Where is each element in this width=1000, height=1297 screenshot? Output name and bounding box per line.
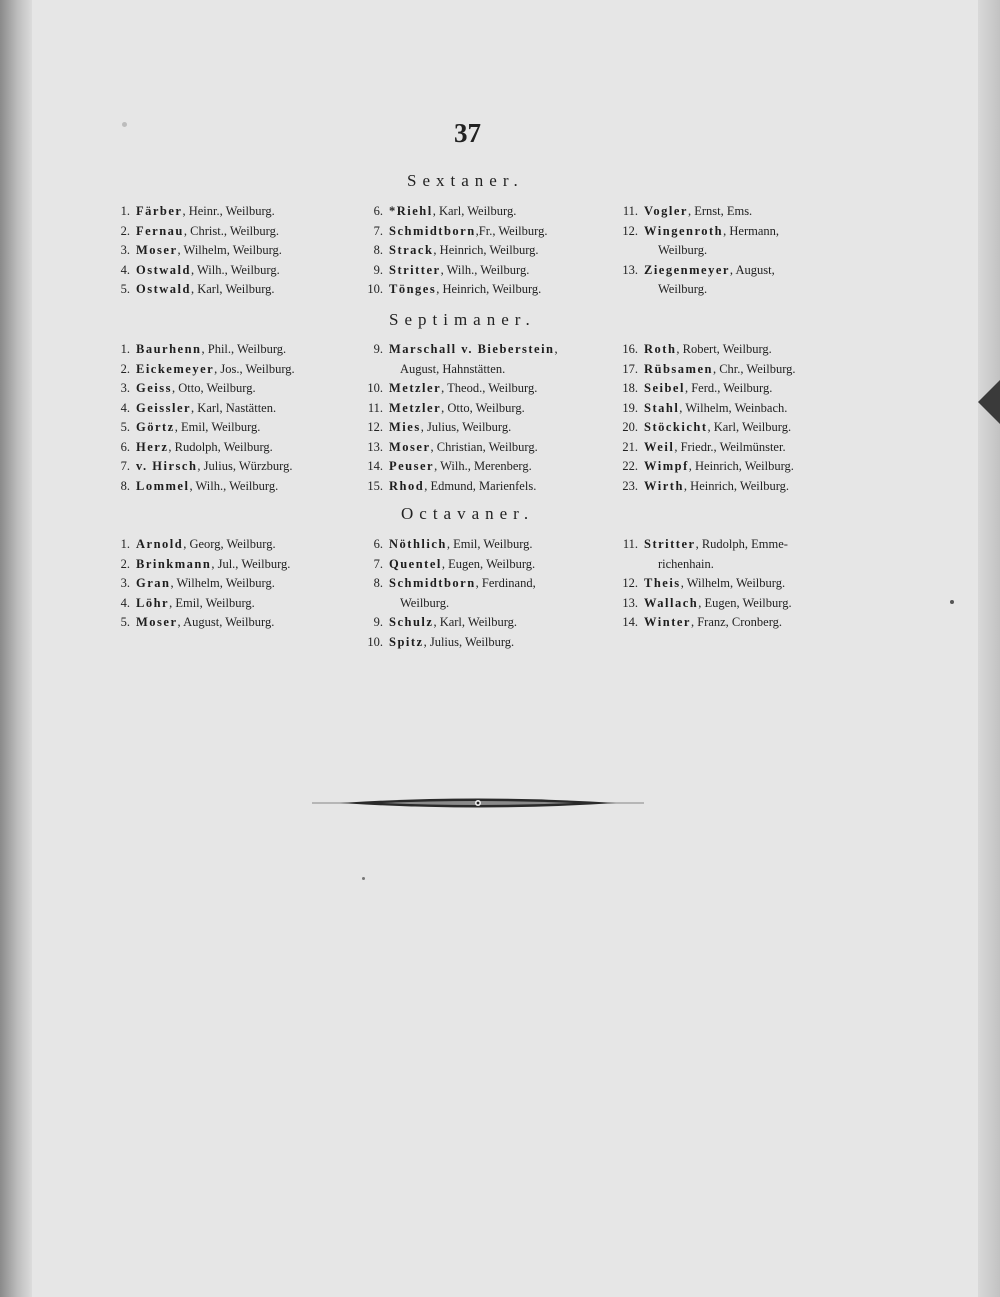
list-item: 12. Wingenroth, Hermann, xyxy=(622,223,780,238)
list-item-continuation: richenhain. xyxy=(658,556,714,571)
list-item: 16. Roth, Robert, Weilburg. xyxy=(622,342,772,356)
section-heading-octavaner: Octavaner. xyxy=(401,504,535,523)
list-item: 8. Strack, Heinrich, Weilburg. xyxy=(373,243,539,257)
list-item: 20. Stöckicht, Karl, Weilburg. xyxy=(622,420,792,434)
list-item: 1. Baurhenn, Phil., Weilburg. xyxy=(120,342,287,356)
list-item: 21. Weil, Friedr., Weilmünster. xyxy=(622,439,786,454)
list-item: 13. Ziegenmeyer, August, xyxy=(622,262,775,277)
list-item: 8. Schmidtborn, Ferdinand, xyxy=(373,576,536,590)
list-item: 13. Moser, Christian, Weilburg. xyxy=(367,439,538,454)
paper-speck xyxy=(362,877,365,880)
list-item: 7. Schmidtborn,Fr., Weilburg. xyxy=(373,223,548,238)
list-item: 9. Schulz, Karl, Weilburg. xyxy=(373,615,518,629)
septimaner-column-2 xyxy=(362,340,558,496)
list-item: 3. Moser, Wilhelm, Weilburg. xyxy=(120,243,282,257)
list-item: 14. Peuser, Wilh., Merenberg. xyxy=(367,459,532,473)
list-item: 2. Eickemeyer, Jos., Weilburg. xyxy=(120,361,295,376)
list-item: 19. Stahl, Wilhelm, Weinbach. xyxy=(622,400,788,415)
list-item: 4. Geissler, Karl, Nastätten. xyxy=(120,400,277,415)
list-item: 1. Färber, Heinr., Weilburg. xyxy=(120,204,275,218)
paper-speck xyxy=(950,600,954,604)
list-item: 22. Wimpf, Heinrich, Weilburg. xyxy=(622,459,794,473)
sextaner-column-2 xyxy=(362,202,547,300)
list-item: 5. Moser, August, Weilburg. xyxy=(120,615,275,629)
page-number: 37 xyxy=(454,118,481,148)
list-item: 7. Quentel, Eugen, Weilburg. xyxy=(373,556,536,571)
list-item: 5. Görtz, Emil, Weilburg. xyxy=(120,420,261,434)
octavaner-column-2 xyxy=(362,535,536,652)
septimaner-column-3 xyxy=(617,340,796,496)
list-item: 10. Metzler, Theod., Weilburg. xyxy=(367,381,538,395)
list-item: 9. Stritter, Wilh., Weilburg. xyxy=(373,262,530,277)
list-item-continuation: Weilburg. xyxy=(400,595,450,610)
list-item: 12. Mies, Julius, Weilburg. xyxy=(367,420,512,434)
list-item-continuation: Weilburg. xyxy=(658,282,708,296)
list-item: 1. Arnold, Georg, Weilburg. xyxy=(120,537,276,551)
ornamental-rule xyxy=(312,793,644,813)
list-item: 17. Rübsamen, Chr., Weilburg. xyxy=(622,361,796,376)
list-item: 7. v. Hirsch, Julius, Würzburg. xyxy=(120,459,293,473)
list-item-continuation: August, Hahnstätten. xyxy=(400,361,506,376)
list-item: 15. Rhod, Edmund, Marienfels. xyxy=(367,478,537,493)
list-item: 18. Seibel, Ferd., Weilburg. xyxy=(622,381,773,395)
list-item-continuation: Weilburg. xyxy=(658,243,708,257)
list-item: 8. Lommel, Wilh., Weilburg. xyxy=(120,478,279,493)
list-item: 6. Nöthlich, Emil, Weilburg. xyxy=(373,537,533,551)
list-item: 6. Herz, Rudolph, Weilburg. xyxy=(120,439,273,454)
page-edge-tab xyxy=(978,380,1000,424)
list-item: 3. Gran, Wilhelm, Weilburg. xyxy=(120,576,275,590)
list-item: 23. Wirth, Heinrich, Weilburg. xyxy=(622,478,790,493)
list-item: 14. Winter, Franz, Cronberg. xyxy=(622,615,783,629)
list-item: 11. Vogler, Ernst, Ems. xyxy=(622,204,753,218)
sextaner-column-1 xyxy=(109,202,282,300)
list-item: 12. Theis, Wilhelm, Weilburg. xyxy=(622,576,786,590)
octavaner-column-1 xyxy=(109,535,290,633)
list-item: 10. Spitz, Julius, Weilburg. xyxy=(367,634,515,649)
list-item: 10. Tönges, Heinrich, Weilburg. xyxy=(367,282,542,296)
list-item: 4. Löhr, Emil, Weilburg. xyxy=(120,595,255,610)
page-edge xyxy=(978,0,1000,1297)
list-item: 9. Marschall v. Bieberstein, xyxy=(373,342,558,356)
section-heading-sextaner: Sextaner. xyxy=(407,171,524,190)
list-item: 2. Brinkmann, Jul., Weilburg. xyxy=(120,556,291,571)
list-item: 11. Metzler, Otto, Weilburg. xyxy=(367,400,525,415)
list-item: 13. Wallach, Eugen, Weilburg. xyxy=(622,595,792,610)
sextaner-column-3 xyxy=(617,202,779,300)
list-item: 3. Geiss, Otto, Weilburg. xyxy=(120,381,256,395)
section-heading-septimaner: Septimaner. xyxy=(389,310,536,329)
septimaner-column-1 xyxy=(109,340,295,496)
list-item: 6. *Riehl, Karl, Weilburg. xyxy=(373,204,517,218)
list-item: 11. Stritter, Rudolph, Emme- xyxy=(622,537,788,551)
octavaner-column-3 xyxy=(617,535,792,633)
list-item: 5. Ostwald, Karl, Weilburg. xyxy=(120,282,275,296)
book-spine-shadow xyxy=(0,0,32,1297)
list-item: 2. Fernau, Christ., Weilburg. xyxy=(120,223,279,238)
list-item: 4. Ostwald, Wilh., Weilburg. xyxy=(120,262,280,277)
paper-speck xyxy=(122,122,127,127)
